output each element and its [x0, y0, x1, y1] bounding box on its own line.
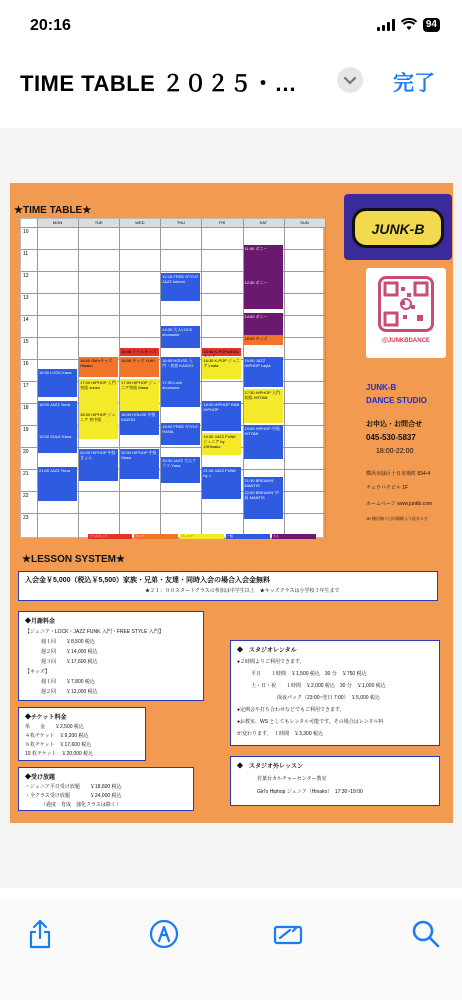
class-block: 17:00 HIPHOP 入門初級 zunko — [79, 379, 118, 411]
day-header: THU — [176, 220, 186, 225]
day-header: WED — [135, 220, 145, 225]
hour-label: 21 — [23, 471, 29, 477]
hour-label: 20 — [23, 449, 29, 455]
ticket-line: 単 金 ￥2,500 税込 — [25, 724, 84, 730]
studio-rental-card — [230, 640, 440, 746]
class-block: 21:00 JAZZ FUNK by J — [202, 467, 241, 499]
rental-line: ●定例会や打ち合わせなどでもご利用できます。 — [237, 707, 345, 713]
timetable-grid — [20, 218, 324, 538]
studio-name-2: DANCE STUDIO — [366, 396, 427, 405]
day-header: SAT — [259, 220, 268, 225]
document-title[interactable]: TIME TABLE ２０２５・… — [20, 71, 297, 96]
day-divider — [284, 219, 285, 539]
class-block: 16:30 LOCK Kana — [38, 369, 77, 397]
logo-text: JUNK-B — [371, 221, 425, 237]
timetable-heading: ★TIME TABLE★ — [14, 205, 92, 216]
kids-label: 【キッズ】 — [25, 669, 50, 675]
hour-label: 14 — [23, 317, 29, 323]
day-divider — [325, 219, 326, 539]
rental-line: が変わります。 １時間 ￥3,300 税込 — [237, 731, 324, 737]
done-button[interactable]: 完了 — [393, 72, 435, 95]
rental-line: 平日 １時間 ￥1,500 税込 30 分 ￥750 税込 — [251, 671, 367, 677]
hour-label: 15 — [23, 339, 29, 345]
admission-fee: 入会金￥5,000（税込￥5,500）家族・兄弟・友達・同時入会の場合入会金無料 — [25, 577, 271, 584]
rental-line: 土・日・祝 １時間 ￥2,000 税込 30 分 ￥1,000 税込 — [251, 683, 386, 689]
admission-card — [18, 571, 438, 601]
class-block: 12:15 FREE STYLE JAZZ kotomi — [161, 273, 200, 301]
class-block: 15:00 キッズ — [244, 335, 283, 345]
day-header: FRI — [218, 220, 226, 225]
status-bar — [0, 0, 462, 50]
day-header: MON — [52, 220, 63, 225]
class-block: 17:00 HIPHOP ジュニア初級 Masa — [120, 379, 159, 411]
class-block: 12:30 ボニー — [244, 279, 283, 309]
ticket-fee-card — [18, 707, 146, 761]
nav-bar — [0, 55, 462, 105]
class-block: 16:00 JAZZ HIPHOP Layla — [244, 357, 283, 387]
monthly-subtitle: 【ジュニア・LOCK・JAZZ FUNK 入門・FREE STYLE 入門】 — [25, 629, 164, 635]
hour-label: 22 — [23, 493, 29, 499]
ticket-line: 10 枚チケット ￥20,000 税込 — [25, 751, 94, 757]
class-block: 16:00 HOUSE 入門・初級 KAZOO — [161, 357, 200, 379]
unlimited-card — [18, 767, 194, 811]
rental-title: ◆ スタジオレンタル — [237, 648, 297, 654]
hour-label: 16 — [23, 361, 29, 367]
access-info: JR 横浜線十日市場駅より徒歩５分 — [366, 516, 428, 521]
ticket-line: ８枚チケット ￥17,600 税込 — [25, 742, 92, 748]
hour-label: 10 — [23, 229, 29, 235]
legend-item: 大人 — [272, 534, 316, 539]
monthly-fee-card — [18, 611, 204, 701]
class-block: 20:00 HIPHOP 中級 Masa — [120, 449, 159, 479]
battery-indicator: 94 — [423, 18, 440, 32]
class-block: 14:00 ボニー — [244, 313, 283, 343]
bottom-toolbar — [0, 900, 462, 1000]
external-title: ◆ スタジオ外レッスン — [237, 764, 303, 770]
admission-note: ★２１：００スタートクラスの参加は中学生以上 ★キッズクラスは小学校３年生まで — [145, 588, 340, 594]
class-block: 20:00 HIPHOP 中級 きょん — [79, 449, 118, 481]
class-block: 18:30 HOUSE 中級 KAZOO — [120, 411, 159, 435]
address-line-1: 横浜市緑区十日市場町 834-4 — [366, 471, 431, 477]
legend-item: 一般 — [226, 534, 270, 539]
hour-label: 18 — [23, 405, 29, 411]
class-block: 19:30 SOUL Kana — [38, 433, 77, 453]
markup-icon[interactable] — [148, 918, 180, 950]
monthly-line: 週２回 ￥14,000 税込 — [41, 649, 98, 655]
unlimited-line: ・全クラス受け放題 ￥24,000 税込 — [25, 793, 122, 799]
instagram-qr-card — [366, 268, 446, 358]
day-header: SUN — [300, 220, 309, 225]
unlimited-line: ・ジュニア平日受け放題 ￥18,600 税込 — [25, 784, 122, 790]
chevron-down-icon — [337, 67, 363, 93]
class-block: 21:00 JAZZ Yuna — [38, 467, 77, 501]
class-block: 19:00 HIPHOP 中級 HITOMI — [244, 425, 283, 459]
class-block: 11:00 ボニー — [244, 245, 283, 279]
title-menu-button[interactable] — [337, 67, 363, 93]
class-block: 18:00 JAZZ Yuna — [38, 401, 77, 435]
studio-name-1: JUNK-B — [366, 383, 397, 392]
external-line: Girl's Hiphop ジュニア（Hinako） 17:30~19:00 — [257, 789, 363, 795]
class-block: 16:00 キッズ YUKI — [120, 357, 159, 377]
kids-line: 週１回 ￥7,800 税込 — [41, 679, 95, 685]
rental-line: 深夜パック（23:00~翌日 7:00） ￥5,000 税込 — [277, 695, 380, 701]
legend-item: リトルキッズ — [88, 534, 132, 539]
class-block: 19:30 JAZZ FUNK ジュニア by JSHinako — [202, 433, 241, 455]
class-block: 20:30 JAZZ 大人クラス Yuna — [161, 457, 200, 483]
kids-line: 週２回 ￥12,000 税込 — [41, 689, 98, 695]
class-block: 18:00 HIPHOP R&B HIPHOP — [202, 401, 241, 431]
hour-label: 17 — [23, 383, 29, 389]
class-block: 17:00 Lock shunsuke — [161, 379, 200, 407]
phone-number: 045-530-5837 — [366, 433, 416, 442]
day-header: TUE — [94, 220, 103, 225]
monthly-line: 週３回 ￥17,600 税込 — [41, 659, 98, 665]
class-block: 14:30 大人LOCK shunsuke — [161, 326, 200, 348]
wifi-icon — [401, 19, 417, 31]
share-icon[interactable] — [24, 918, 56, 950]
class-block: 21:30 BREAKIN' MANTIS — [244, 477, 283, 489]
class-block: 17:30 HIPHOP 入門初級 HITOMI — [244, 389, 283, 423]
legend — [88, 534, 316, 539]
legend-item: キッズ — [134, 534, 178, 539]
status-icons — [377, 18, 440, 32]
rental-line: ●お教室、WS としてもレンタル可能です。その場合はレンタル料 — [237, 719, 384, 725]
unlimited-title: ◆受け放題 — [25, 775, 56, 781]
class-block: 18:30 HIPHOP ジュニア 初中級 — [79, 411, 118, 439]
unlimited-line: （過度 育成 強化クラスは除く） — [41, 802, 121, 808]
class-block: 15:45 K-POP&IDOL — [202, 348, 241, 356]
monthly-line: 週１回 ￥8,500 税込 — [41, 639, 95, 645]
hour-label: 11 — [23, 251, 29, 257]
external-lesson-card — [230, 756, 440, 806]
cellular-signal-icon — [377, 19, 395, 31]
class-block: 16:30 K-POP ジュニア Leala — [202, 357, 241, 379]
annotate-icon[interactable] — [272, 918, 304, 950]
ticket-title: ◆チケット料金 — [25, 715, 67, 721]
address-line-2: チュウバチビル 1F — [366, 485, 409, 491]
rental-line: ●２時間よりご利用できます。 — [237, 659, 305, 665]
lesson-system-heading: ★LESSON SYSTEM★ — [22, 554, 125, 565]
day-header-row — [37, 219, 325, 227]
class-block: 22:00 BREAKIN' 中級 MANTIS — [244, 489, 283, 519]
class-block: 15:45 リトルキッズ — [120, 348, 159, 356]
instagram-handle: @JUNKBDANCE — [382, 338, 430, 344]
hour-label: 12 — [23, 273, 29, 279]
junkb-logo — [344, 194, 452, 260]
homepage-link[interactable]: ホームページ www.junkb.com — [366, 501, 433, 507]
hour-label: 23 — [23, 515, 29, 521]
logo-badge — [352, 208, 444, 248]
hour-row — [21, 227, 325, 228]
class-block: 18:00 FREE STYLE HANA — [161, 423, 200, 445]
qr-code-icon — [378, 276, 434, 332]
class-block: 16:00 Girl'sキッズ Hinako — [79, 357, 118, 377]
search-icon[interactable] — [410, 918, 442, 950]
monthly-title: ◆月謝料金 — [25, 619, 56, 625]
hour-label: 13 — [23, 295, 29, 301]
business-hours: 18:00-22:00 — [376, 448, 414, 455]
legend-item: ジュニア — [180, 534, 224, 539]
status-time: 20:16 — [30, 17, 71, 34]
external-line: 若葉台カルチャーセンター教室 — [257, 776, 327, 782]
contact-label: お申込・お問合せ — [366, 421, 422, 428]
hour-label: 19 — [23, 427, 29, 433]
ticket-line: ４枚チケット ￥9,200 税込 — [25, 733, 89, 739]
